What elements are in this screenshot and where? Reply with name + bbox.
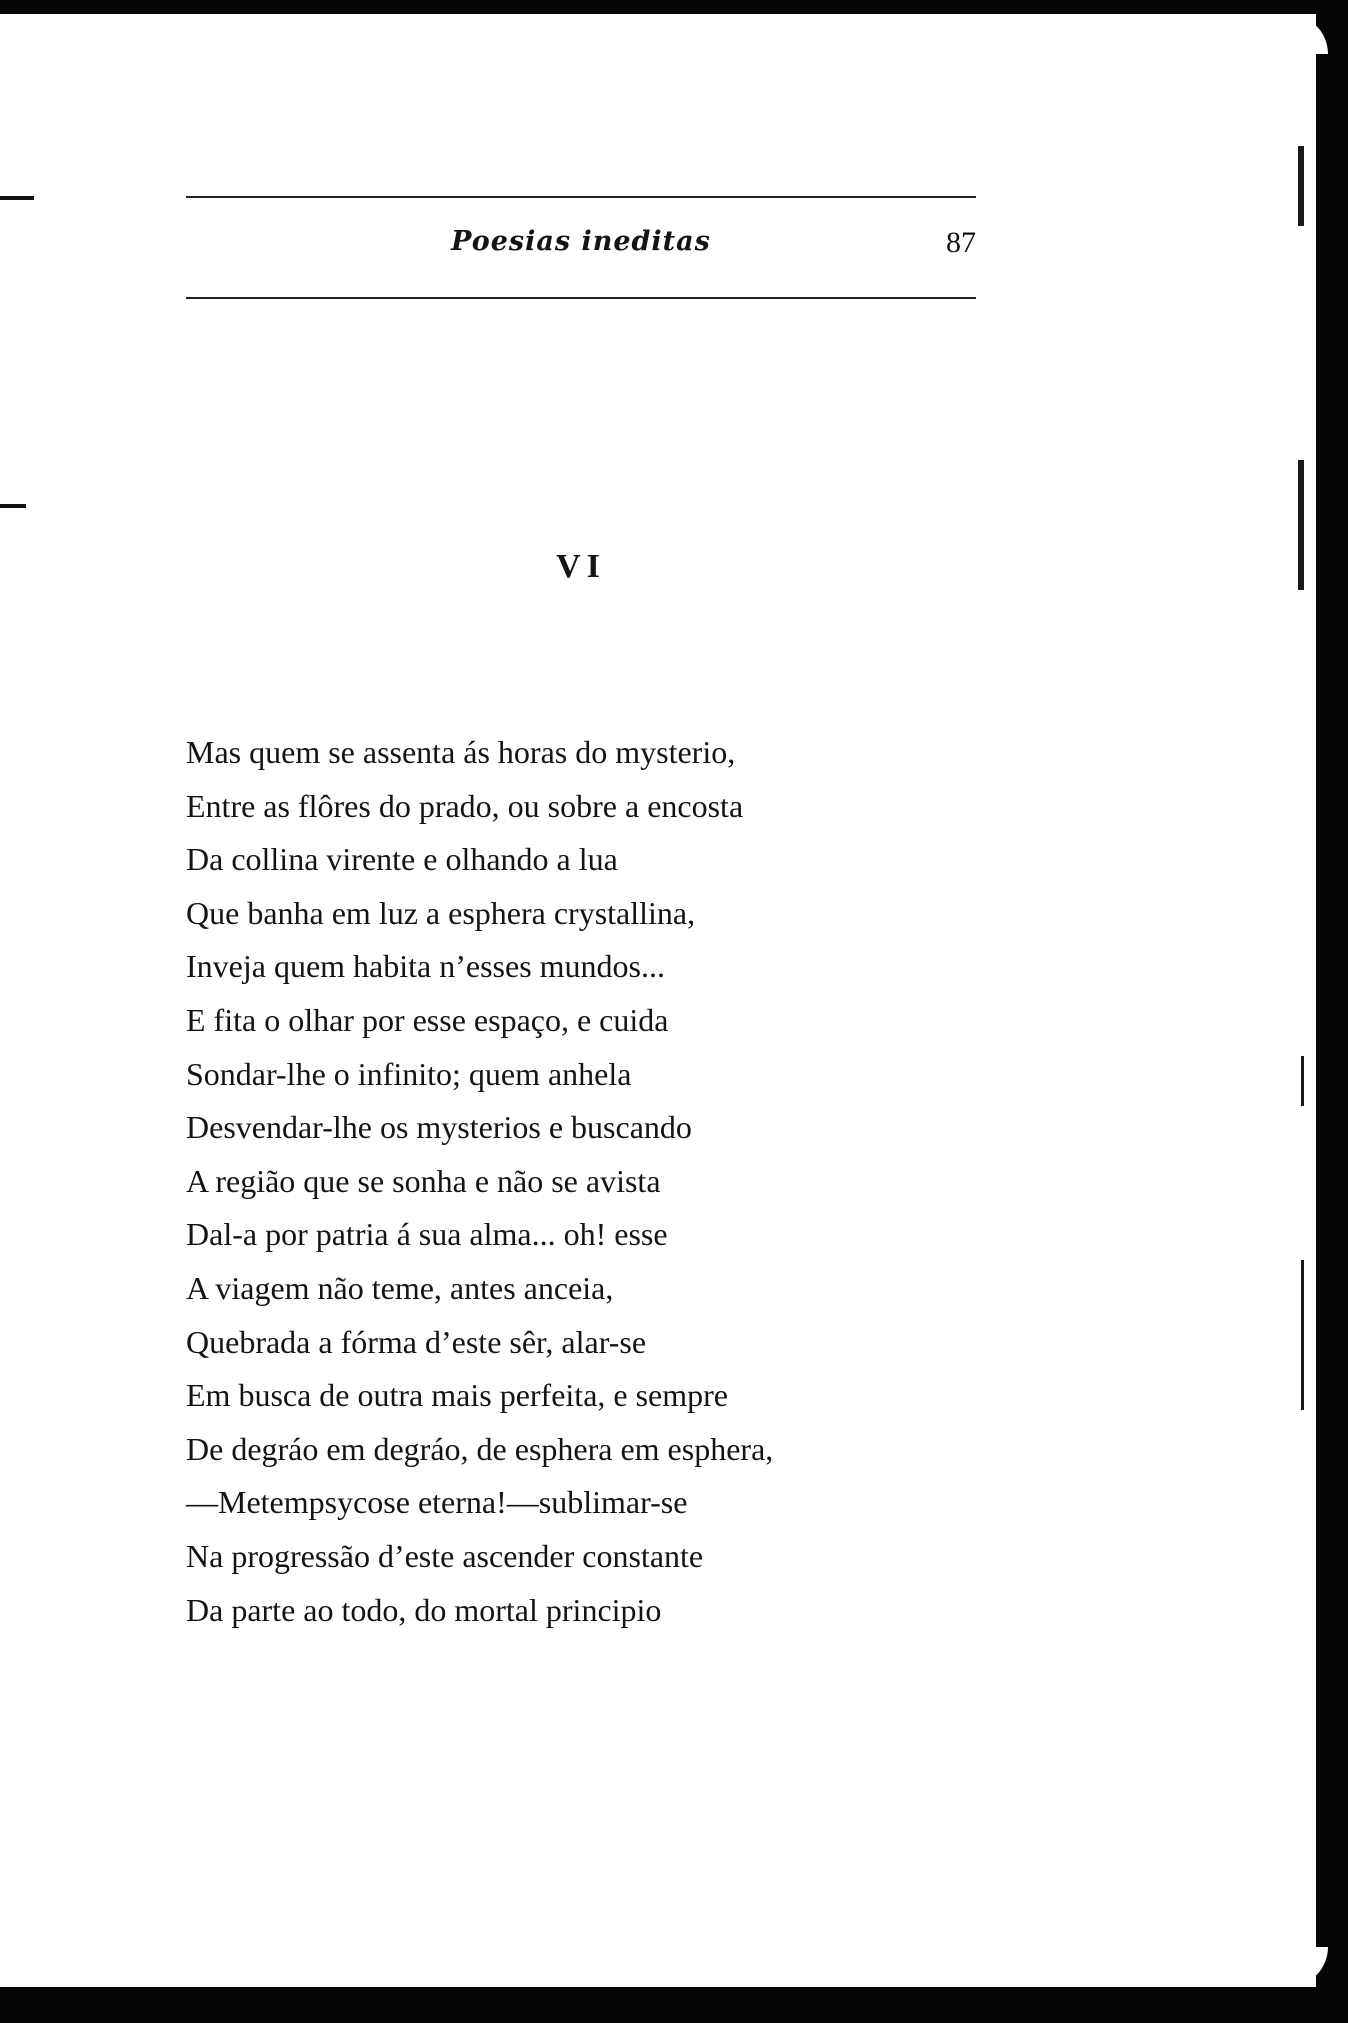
margin-mark <box>0 504 26 508</box>
section-numeral: VI <box>556 548 606 585</box>
poem-line: Mas quem se assenta ás horas do mysterio, <box>186 734 736 770</box>
page-number: 87 <box>946 226 976 259</box>
poem-line: Sondar-lhe o infinito; quem anhela <box>186 1055 632 1092</box>
poem-line: Da parte ao todo, do mortal principio <box>186 1591 662 1628</box>
poem-line: Quebrada a fórma d’este sêr, alar-se <box>186 1323 647 1360</box>
edge-mark <box>1298 146 1304 226</box>
poem-body <box>186 726 946 1637</box>
poem-line: Na progressão d’este ascender constante <box>186 1537 704 1574</box>
poem-line: A viagem não teme, antes anceia, <box>186 1269 614 1306</box>
poem-line: Em busca de outra mais perfeita, e sempre <box>186 1377 728 1414</box>
poem-line: Desvendar-lhe os mysterios e buscando <box>186 1109 692 1146</box>
poem-line: Da collina virente e olhando a lua <box>186 841 618 878</box>
scan-border-bottom <box>0 1987 1348 2023</box>
poem-line: Entre as flôres do prado, ou sobre a encosta <box>186 787 744 824</box>
margin-mark <box>0 196 34 200</box>
scan-border-top <box>0 0 1348 14</box>
poem-line: E fita o olhar por esse espaço, e cuida <box>186 1001 669 1038</box>
poem-line: Inveja quem habita n’esses mundos... <box>186 948 665 985</box>
running-head <box>186 226 976 270</box>
scan-border-right <box>1316 0 1348 2023</box>
header-rule-bottom <box>186 297 976 299</box>
poem-line: A região que se sonha e não se avista <box>186 1162 661 1199</box>
poem-line: Dal-a por patria á sua alma... oh! esse <box>186 1216 668 1253</box>
edge-mark <box>1301 1056 1304 1106</box>
poem-line: Que banha em luz a esphera crystallina, <box>186 894 696 931</box>
poem-line: —Metempsycose eterna!—sublimar-se <box>186 1484 688 1521</box>
running-title: Poesias ineditas <box>451 226 711 257</box>
edge-mark <box>1301 1260 1304 1410</box>
poem-line: De degráo em degráo, de esphera em esphera, <box>186 1430 774 1467</box>
header-rule-top <box>186 196 976 198</box>
edge-mark <box>1298 460 1304 590</box>
